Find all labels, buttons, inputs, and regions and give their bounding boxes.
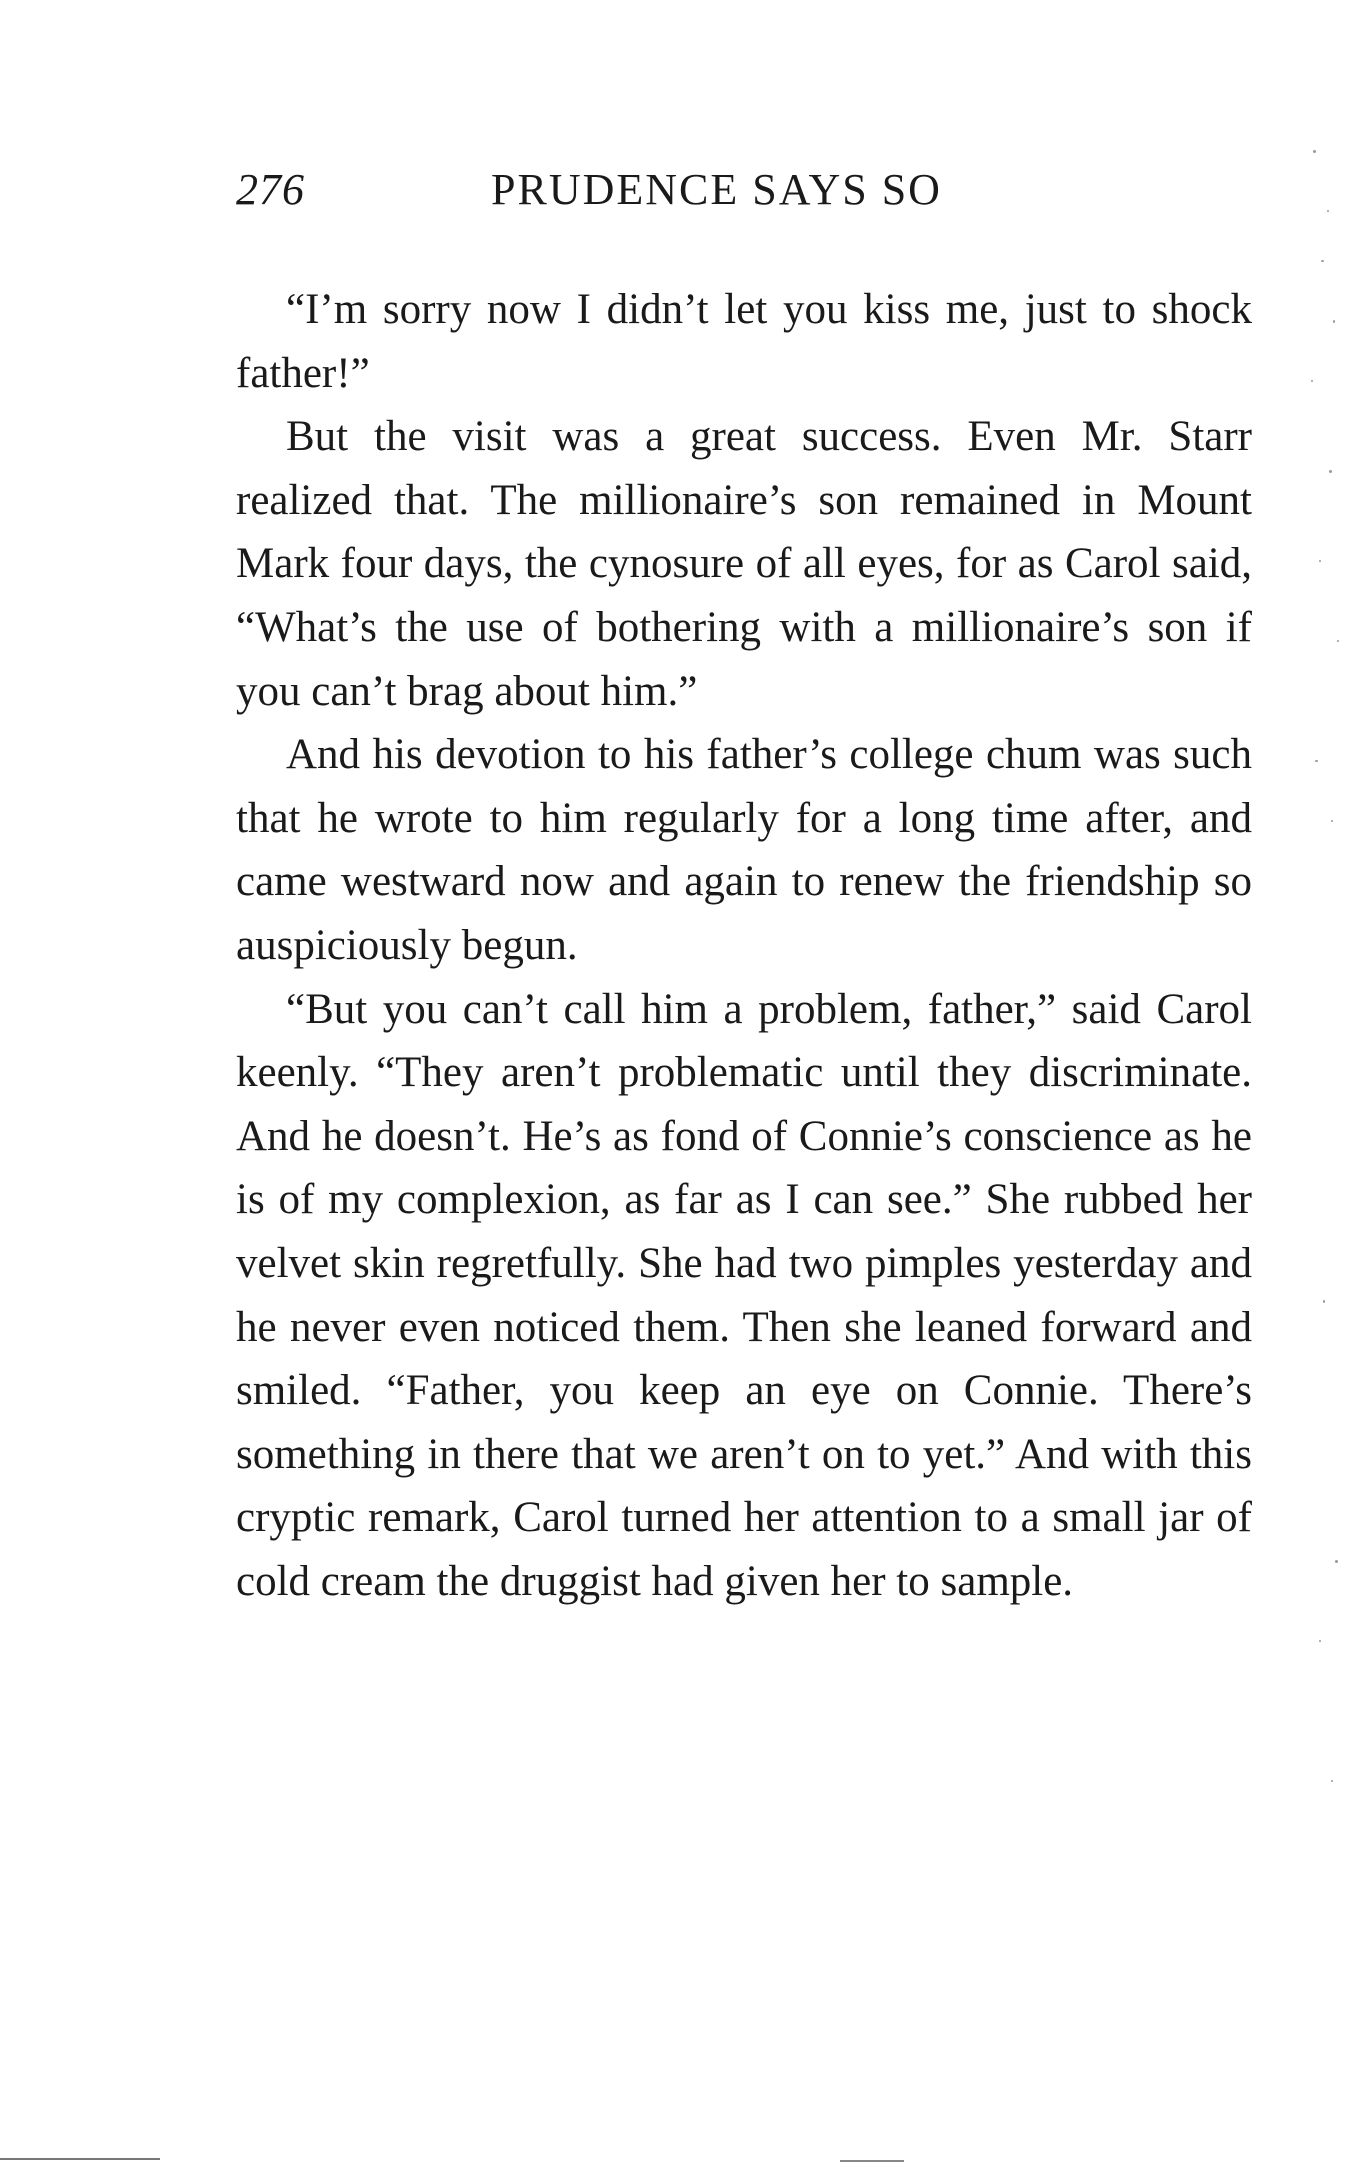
paragraph: “I’m sorry now I didn’t let you kiss me, just to shock father!” [236,286,1252,397]
scan-edge-mark [840,2160,904,2162]
body-text [236,278,1252,1613]
page-number: 276 [236,165,305,214]
paragraph: But the visit was a great success. Even Mr. Starr realized that. The millionaire’s son remained in Mount Mark four days, the cynosure of all eyes, for as Carol said, “What’s the use of bothering with a millionaire’s son if you can’t brag about him.” [236,413,1252,715]
scan-noise [1293,0,1353,2172]
paragraph: “But you can’t call him a problem, father,” said Carol keenly. “They aren’t problematic until they discriminate. And he doesn’t. He’s as fond of Connie’s conscience as he is of my complexion, as far as I can see.” She rubbed her velvet skin regretfully. She had two pimples yesterday and he never even noticed them. Then she leaned forward and smiled. “Father, you keep an eye on Connie. There’s something in there that we aren’t on to yet.” And with this cryptic remark, Carol turned her attention to a small jar of cold cream the druggist had given her to sample. [236,985,1252,1605]
scan-edge-mark [0,2158,160,2160]
running-title: PRUDENCE SAYS SO [491,165,942,214]
paragraph: And his devotion to his father’s college chum was such that he wrote to him regularly for a long time after, and came westward now and again to renew the friendship so auspiciously begun. [236,731,1252,969]
running-head [236,164,1252,224]
